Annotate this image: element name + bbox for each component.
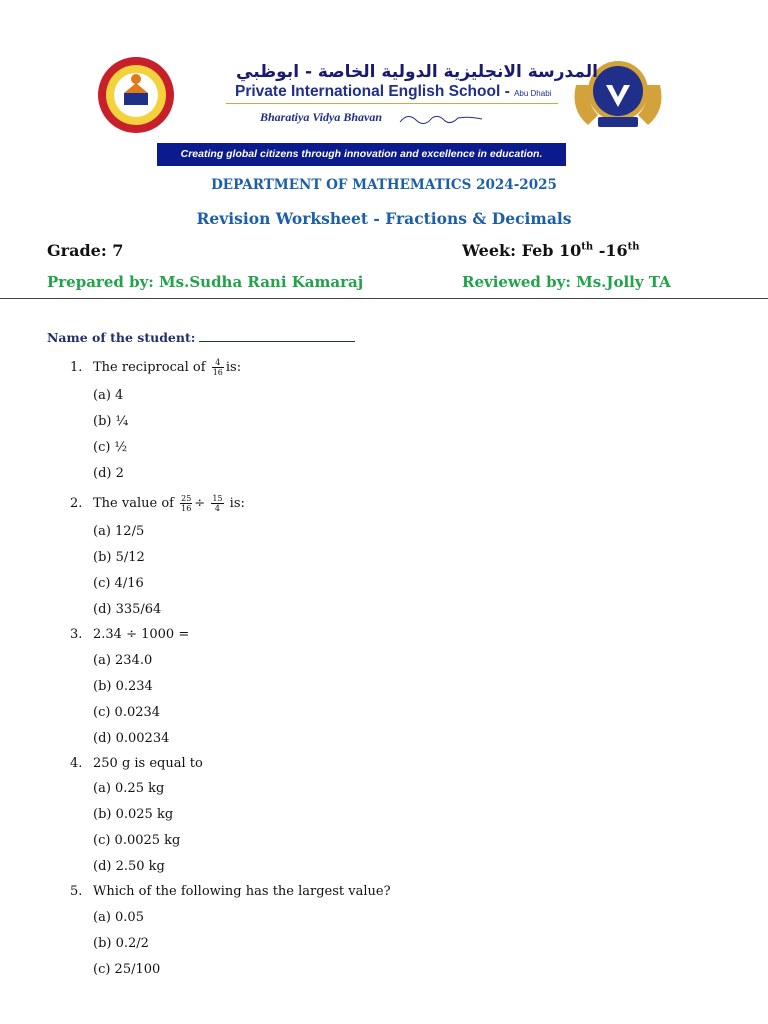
option: (a) 12/5 <box>93 524 145 539</box>
option: (c) 25/100 <box>93 962 161 977</box>
option: (d) 0.00234 <box>93 731 170 746</box>
question-2: 2. The value of $\frac{25}{16}$ ÷ $\frac{15}{4}$ is: <box>70 494 245 513</box>
question-4: 4. 250 g is equal to <box>70 756 203 771</box>
motto-banner: Creating global citizens through innovation and excellence in education. <box>157 143 566 166</box>
option: (b) 0.025 kg <box>93 807 174 822</box>
option: (c) 4/16 <box>93 576 144 591</box>
question-1: 1. The reciprocal of $\frac{4}{16}$ is: <box>70 358 242 377</box>
department-title: DEPARTMENT OF MATHEMATICS 2024-2025 <box>211 177 557 193</box>
option: (b) 5/12 <box>93 550 145 565</box>
grade-label: Grade: 7 <box>47 241 124 260</box>
option: (d) 2 <box>93 466 124 481</box>
header-rule <box>0 298 768 299</box>
school-city: Abu Dhabi <box>514 89 552 98</box>
option: (b) ¼ <box>93 414 129 429</box>
question-3: 3. 2.34 ÷ 1000 = <box>70 627 190 642</box>
option: (a) 0.05 <box>93 910 144 925</box>
option: (b) 0.2/2 <box>93 936 149 951</box>
school-name: Private International English School - Abu Dhabi <box>235 83 552 100</box>
sub-name: Bharatiya Vidya Bhavan <box>260 110 383 124</box>
question-5: 5. Which of the following has the largest value? <box>70 884 391 899</box>
option: (c) 0.0234 <box>93 705 161 720</box>
fraction: $\frac{4}{16}$ <box>212 358 223 377</box>
option: (c) ½ <box>93 440 128 455</box>
week-label: Week: Feb 10th -16th <box>462 241 640 260</box>
prepared-by: Prepared by: Ms.Sudha Rani Kamaraj <box>47 273 364 291</box>
student-name-field[interactable]: Name of the student: <box>47 330 355 345</box>
option: (d) 335/64 <box>93 602 162 617</box>
option: (a) 0.25 kg <box>93 781 165 796</box>
fraction: $\frac{25}{16}$ <box>181 494 192 513</box>
worksheet-title: Revision Worksheet - Fractions & Decimals <box>196 209 572 228</box>
school-seal-logo <box>96 55 176 135</box>
option: (d) 2.50 kg <box>93 859 165 874</box>
option: (c) 0.0025 kg <box>93 833 181 848</box>
fraction: $\frac{15}{4}$ <box>212 494 223 513</box>
option: (a) 4 <box>93 388 124 403</box>
signature-scribble <box>398 110 484 126</box>
reviewed-by: Reviewed by: Ms.Jolly TA <box>462 273 671 291</box>
header-divider <box>226 103 558 104</box>
option: (a) 234.0 <box>93 653 153 668</box>
school-name-arabic: المدرسة الانجليزية الدولية الخاصة - ابوظبي <box>236 62 598 82</box>
option: (b) 0.234 <box>93 679 153 694</box>
